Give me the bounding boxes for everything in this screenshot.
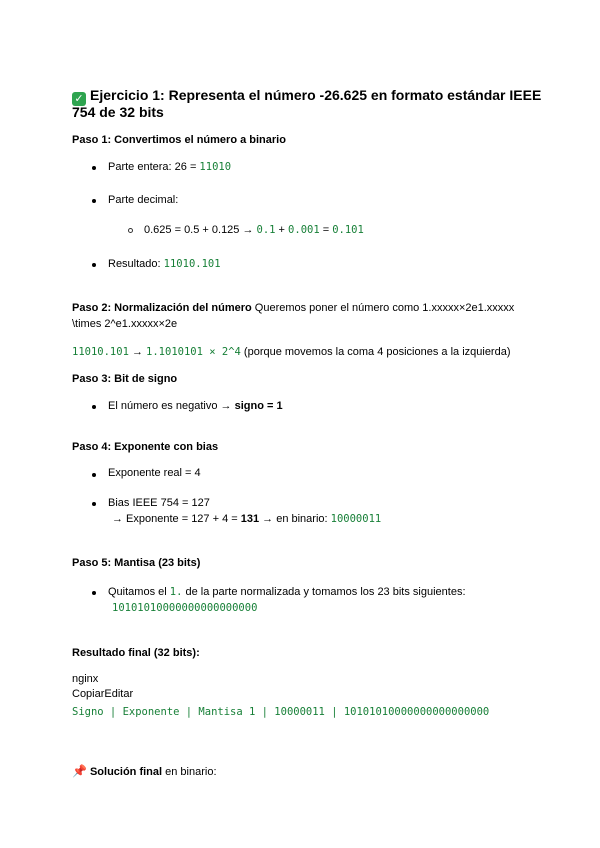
code-values-row: 1 | 10000011 | 10101010000000000000000 <box>249 706 490 718</box>
paso2-latex-text: \times 2^e1.xxxxx×2e <box>72 318 178 330</box>
check-mark-icon: ✓ <box>72 92 86 106</box>
exercise-title-line2: 754 de 32 bits <box>72 104 164 120</box>
paso1-resultado: Resultado: 11010.101 <box>108 258 221 270</box>
paso1-parte-decimal: Parte decimal: <box>108 194 179 206</box>
paso3-heading: Paso 3: Bit de signo <box>72 373 178 385</box>
bullet-icon <box>92 199 96 203</box>
copy-edit-button[interactable]: CopiarEditar <box>72 688 134 700</box>
code-language-label: nginx <box>72 673 99 685</box>
result-code-block <box>72 704 489 720</box>
resultado-heading: Resultado final (32 bits): <box>72 647 200 659</box>
sub-bullet-icon <box>128 228 133 233</box>
paso2-heading: Paso 2: Normalización del número <box>72 302 252 314</box>
paso2-heading-line: Paso 2: Normalización del número Queremos poner el número como 1.xxxxx×2e1.xxxxx <box>72 302 515 314</box>
bullet-icon <box>92 263 96 267</box>
bullet-icon <box>92 166 96 170</box>
paso4-exponente-real: Exponente real = 4 <box>108 467 201 479</box>
paso4-heading: Paso 4: Exponente con bias <box>72 441 219 453</box>
paso4-bias: Bias IEEE 754 = 127 <box>108 497 210 509</box>
exercise-title: ✓ Ejercicio 1: Representa el número -26.625 en formato estándar IEEE <box>72 86 541 106</box>
code-entera: 11010 <box>199 161 232 173</box>
paso4-exponente-calc: → Exponente = 127 + 4 = 131 → en binario: 10000011 <box>112 513 382 525</box>
paso5-heading: Paso 5: Mantisa (23 bits) <box>72 557 201 569</box>
paso5-mantisa-bits: 10101010000000000000000 <box>112 602 258 614</box>
bullet-icon <box>92 473 96 477</box>
paso1-heading: Paso 1: Convertimos el número a binario <box>72 134 286 146</box>
bullet-icon <box>92 405 96 409</box>
bullet-icon <box>92 591 96 595</box>
paso5-mantisa-text: Quitamos el 1. de la parte normalizada y tomamos los 23 bits siguientes: <box>108 586 466 598</box>
paso2-normalization: 11010.101 → 1.1010101 × 2^4 (porque movemos la coma 4 posiciones a la izquierda) <box>72 346 511 358</box>
paso3-signo: El número es negativo → signo = 1 <box>108 400 283 412</box>
code-header-row: Signo | Exponente | Mantisa <box>72 706 243 718</box>
pushpin-icon: 📌 <box>72 764 87 778</box>
paso1-decimal-breakdown: 0.625 = 0.5 + 0.125 → 0.1 + 0.001 = 0.101 <box>144 224 364 236</box>
solucion-final: 📌 Solución final en binario: <box>72 764 217 778</box>
bullet-icon <box>92 502 96 506</box>
paso1-parte-entera: Parte entera: 26 = 11010 <box>108 161 232 173</box>
